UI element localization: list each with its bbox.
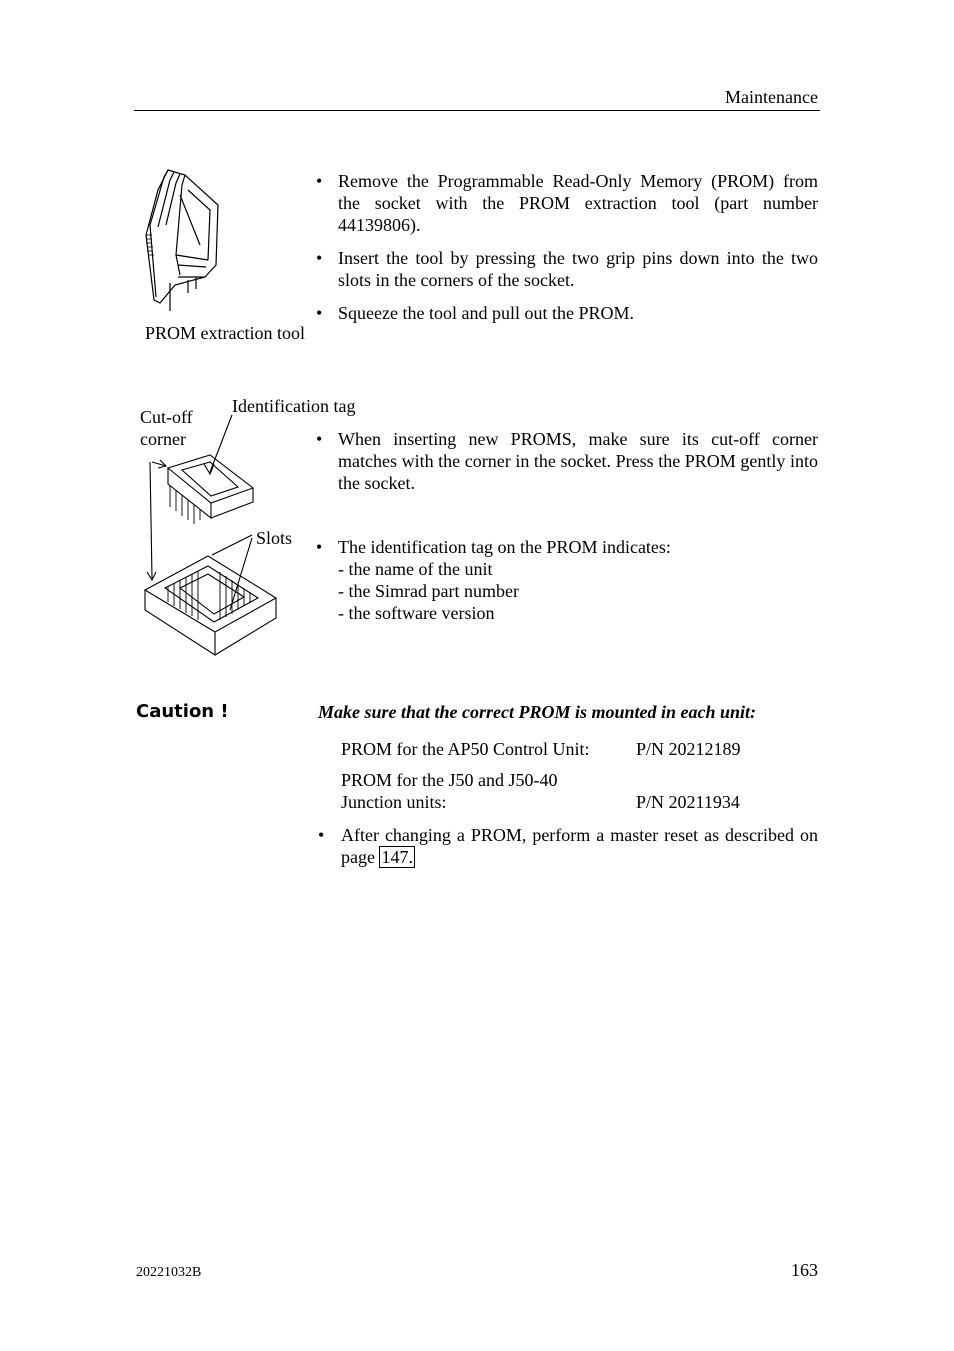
caution-label: Caution ! xyxy=(136,701,229,722)
running-header: Maintenance xyxy=(725,87,818,107)
cutoff-corner-label-line1: Cut-off xyxy=(140,407,193,427)
prom-socket-illustration xyxy=(140,410,300,660)
reset-list xyxy=(318,824,818,879)
cutoff-corner-label-line2: corner xyxy=(140,429,186,449)
prom-part-table xyxy=(341,738,821,760)
list-item: • Remove the Programmable Read-Only Memory (PROM) from the socket with the PROM extraction tool (part number 44139806). xyxy=(316,171,818,235)
removal-steps-list xyxy=(316,170,818,335)
prom-description: PROM for the J50 and J50-40 xyxy=(341,770,558,790)
list-item: • After changing a PROM, perform a master reset as described on page 147. xyxy=(318,825,818,867)
page-reference-link[interactable]: 147. xyxy=(381,847,413,867)
prom-part-table-row2 xyxy=(341,769,821,813)
table-row xyxy=(341,769,821,813)
page-number: 163 xyxy=(791,1260,818,1280)
slots-label: Slots xyxy=(256,528,293,548)
caution-text: Make sure that the correct PROM is mounted in each unit: xyxy=(318,702,757,722)
sub-item: - the name of the unit xyxy=(338,559,493,579)
sub-item: - the software version xyxy=(338,603,495,623)
document-number: 20221032B xyxy=(136,1265,202,1280)
part-number: P/N 20212189 xyxy=(636,739,741,759)
list-item: • Squeeze the tool and pull out the PROM. xyxy=(316,303,634,323)
identification-list xyxy=(316,536,818,635)
table-row xyxy=(341,738,821,760)
prom-description: PROM for the AP50 Control Unit: xyxy=(341,739,590,759)
list-item: • Insert the tool by pressing the two grip pins down into the two slots in the corners of the socket. xyxy=(316,248,818,290)
figure-caption: PROM extraction tool xyxy=(145,323,305,343)
sub-item: - the Simrad part number xyxy=(338,581,519,601)
insertion-list xyxy=(316,428,818,505)
identification-tag-label: Identification tag xyxy=(232,396,356,416)
prom-description-cont: Junction units: xyxy=(341,792,447,812)
prom-extraction-tool-illustration xyxy=(140,165,230,315)
list-item: • When inserting new PROMS, make sure its cut-off corner matches with the corner in the socket. Press the PROM gently into the socket. xyxy=(316,429,818,493)
part-number: P/N 20211934 xyxy=(636,792,740,812)
list-item: • The identification tag on the PROM indicates: - the name of the unit - the Simrad part number - the software version xyxy=(316,536,818,624)
header-rule xyxy=(134,110,820,111)
